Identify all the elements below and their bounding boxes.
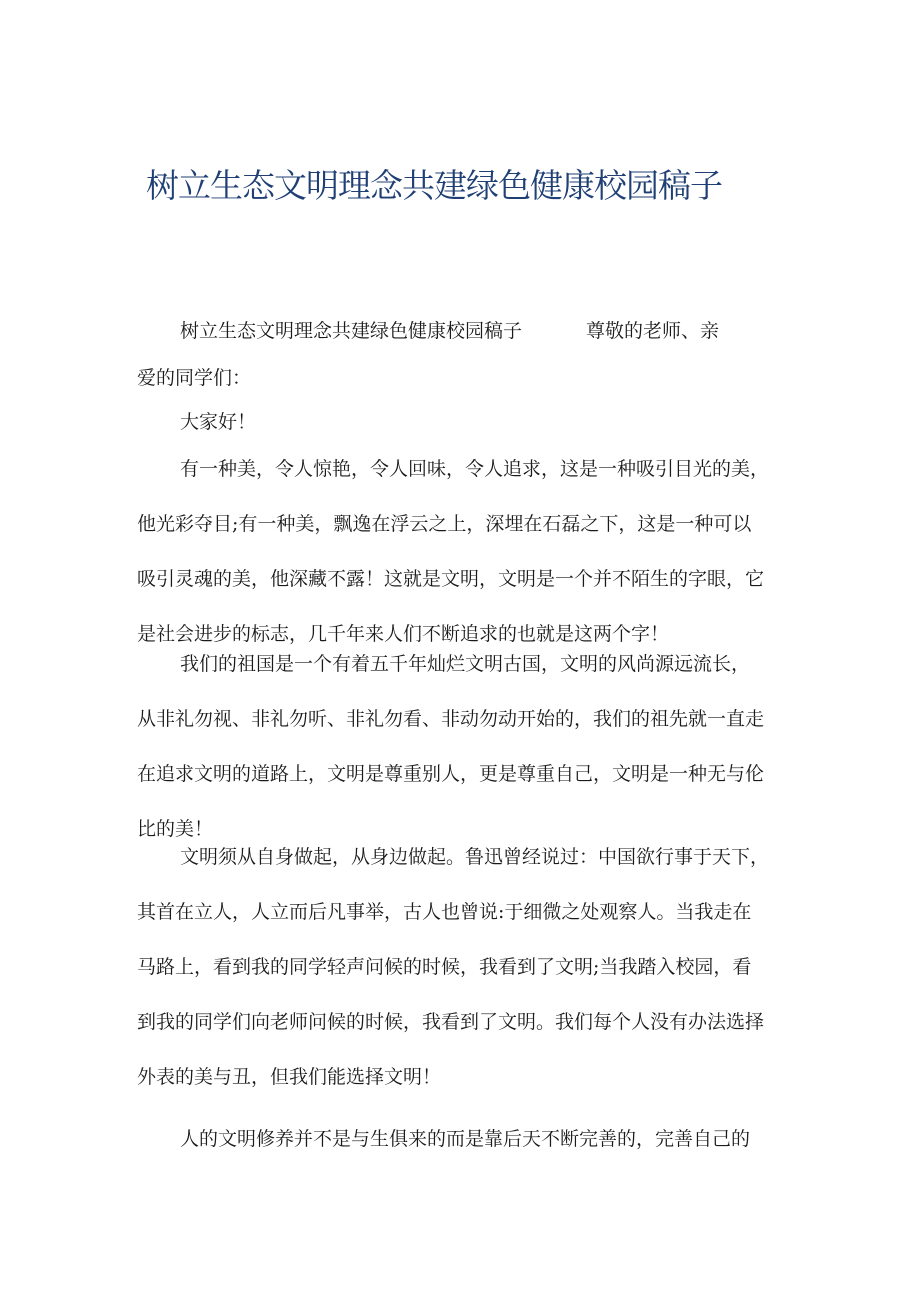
paragraph-line: 人的文明修养并不是与生俱来的而是靠后天不断完善的，完善自己的 <box>180 1128 751 1150</box>
document-title: 树立生态文明理念共建绿色健康校园稿子 <box>146 166 722 205</box>
intro-title-text: 树立生态文明理念共建绿色健康校园稿子 <box>180 320 523 342</box>
paragraph-line: 我们的祖国是一个有着五千年灿烂文明古国，文明的风尚源远流长， <box>180 653 751 675</box>
intro-greeting-text: 尊敬的老师、亲 <box>586 320 720 342</box>
intro-line-2: 爱的同学们： <box>137 367 252 389</box>
paragraph-4 <box>137 1112 797 1167</box>
paragraph-line: 在追求文明的道路上，文明是尊重别人，更是尊重自己，文明是一种无与伦 <box>137 763 765 785</box>
intro-block <box>137 304 797 406</box>
paragraph-2 <box>137 637 797 857</box>
paragraph-line: 马路上，看到我的同学轻声问候的时候，我看到了文明;当我踏入校园，看 <box>137 956 752 978</box>
paragraph-line: 有一种美，令人惊艳，令人回味，令人追求，这是一种吸引目光的美， <box>180 458 770 480</box>
paragraph-3 <box>137 830 797 1105</box>
paragraph-line: 是社会进步的标志，几千年来人们不断追求的也就是这两个字！ <box>137 623 670 645</box>
paragraph-line: 到我的同学们向老师问候的时候，我看到了文明。我们每个人没有办法选择 <box>137 1011 765 1033</box>
paragraph-line: 他光彩夺目;有一种美，飘逸在浮云之上，深埋在石磊之下，这是一种可以 <box>137 513 752 535</box>
paragraph-line: 文明须从自身做起，从身边做起。鲁迅曾经说过：中国欲行事于天下， <box>180 846 770 868</box>
paragraph-1 <box>137 442 797 662</box>
paragraph-line: 其首在立人，人立而后凡事举，古人也曾说:于细微之处观察人。当我走在 <box>137 901 752 923</box>
paragraph-line: 吸引灵魂的美，他深藏不露！这就是文明，文明是一个并不陌生的字眼，它 <box>137 568 765 590</box>
paragraph-line: 比的美！ <box>137 818 214 840</box>
paragraph-line: 外表的美与丑，但我们能选择文明！ <box>137 1066 442 1088</box>
paragraph-line: 从非礼勿视、非礼勿听、非礼勿看、非动勿动开始的，我们的祖先就一直走 <box>137 708 765 730</box>
salutation: 大家好！ <box>180 411 257 433</box>
